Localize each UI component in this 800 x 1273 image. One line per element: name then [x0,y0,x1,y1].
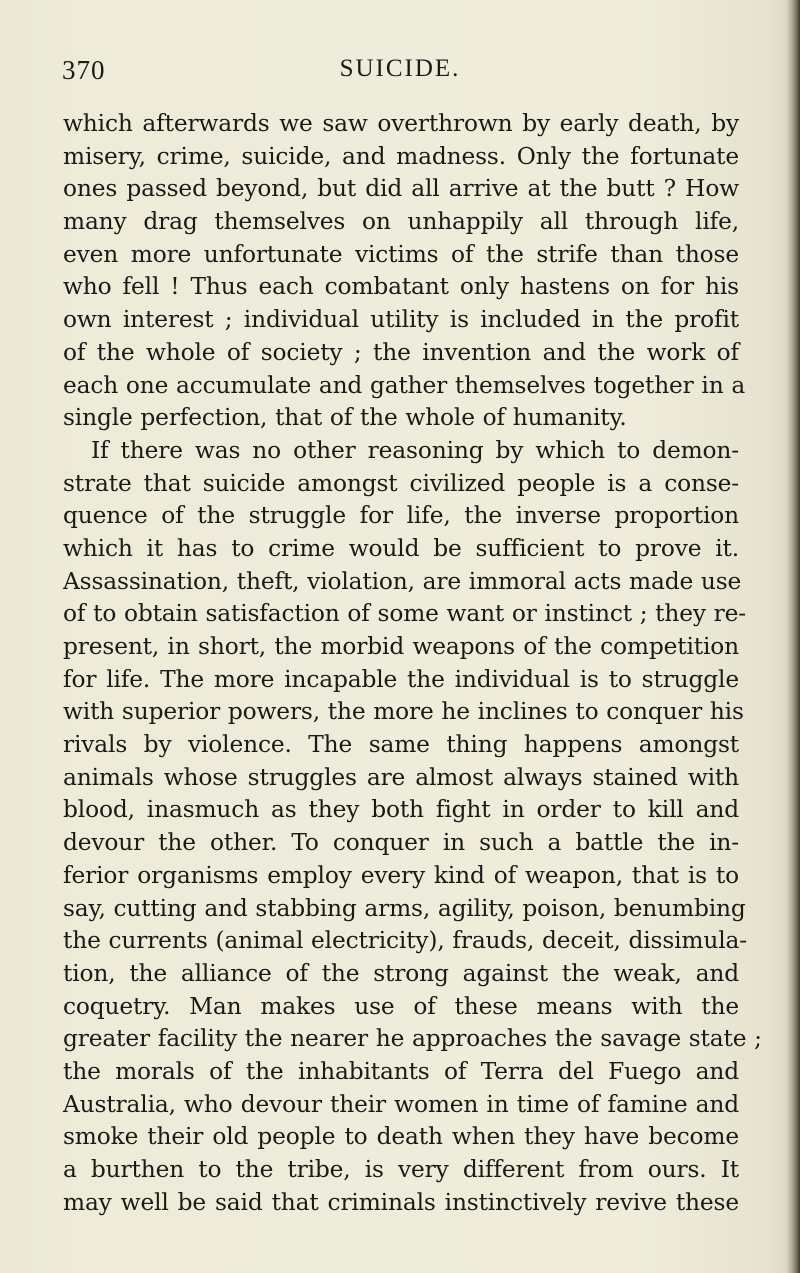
text-line: tion, the alliance of the strong against the weak, and [63,959,739,987]
text-line: Australia, who devour their women in time of famine and [63,1090,739,1118]
text-line: may well be said that criminals instinctively revive these [63,1188,739,1216]
text-line: many drag themselves on unhappily all through life, [63,208,739,236]
text-line: strate that suicide amongst civilized people is a conse- [63,469,739,497]
text-line: quence of the struggle for life, the inverse proportion [63,502,739,530]
text-line: blood, inasmuch as they both fight in order to kill and [63,796,739,824]
text-line: for life. The more incapable the individual is to struggle [63,665,739,693]
text-line: who fell ! Thus each combatant only hastens on for his [63,273,739,301]
text-line: say, cutting and stabbing arms, agility, poison, benumbing [63,894,746,922]
text-line: ferior organisms employ every kind of weapon, that is to [63,861,739,889]
page-header [0,55,800,95]
page-edge-shadow [786,0,800,1273]
text-line: a burthen to the tribe, is very different from ours. It [63,1156,739,1183]
page-number: 370 [62,55,106,85]
text-line: smoke their old people to death when they have become [63,1123,739,1151]
text-line: of to obtain satisfaction of some want or instinct ; they re- [63,600,746,628]
text-line: Assassination, theft, violation, are immoral acts made use [63,567,742,595]
text-line: which it has to crime would be sufficient to prove it. [63,534,739,562]
text-line: single perfection, that of the whole of humanity. [63,404,627,432]
paragraph-first-line: If there was no other reasoning by which to demon- [91,436,739,464]
text-line: even more unfortunate victims of the strife than those [63,240,739,268]
text-line: ones passed beyond, but did all arrive at the butt ? How [63,175,739,203]
running-head: SUICIDE. [339,55,461,82]
text-line: greater facility the nearer he approaches the savage state ; [63,1025,762,1053]
text-line: misery, crime, suicide, and madness. Only the fortunate [63,142,739,170]
text-line: devour the other. To conquer in such a battle the in- [63,829,739,857]
body-text [63,108,762,1219]
text-line: rivals by violence. The same thing happens amongst [63,731,739,759]
text-line: present, in short, the morbid weapons of the competition [63,633,739,660]
text-line: each one accumulate and gather themselves together in a [63,371,746,399]
text-line: of the whole of society ; the invention and the work of [63,338,739,366]
text-line: own interest ; individual utility is included in the profit [63,306,739,334]
text-line: animals whose struggles are almost always stained with [63,763,739,791]
text-line: the currents (animal electricity), frauds, deceit, dissimula- [63,927,747,955]
text-line: the morals of the inhabitants of Terra del Fuego and [63,1057,739,1085]
text-line: coquetry. Man makes use of these means with the [63,992,739,1020]
text-line: with superior powers, the more he inclines to conquer his [63,698,744,726]
text-line: which afterwards we saw overthrown by early death, by [63,110,739,137]
